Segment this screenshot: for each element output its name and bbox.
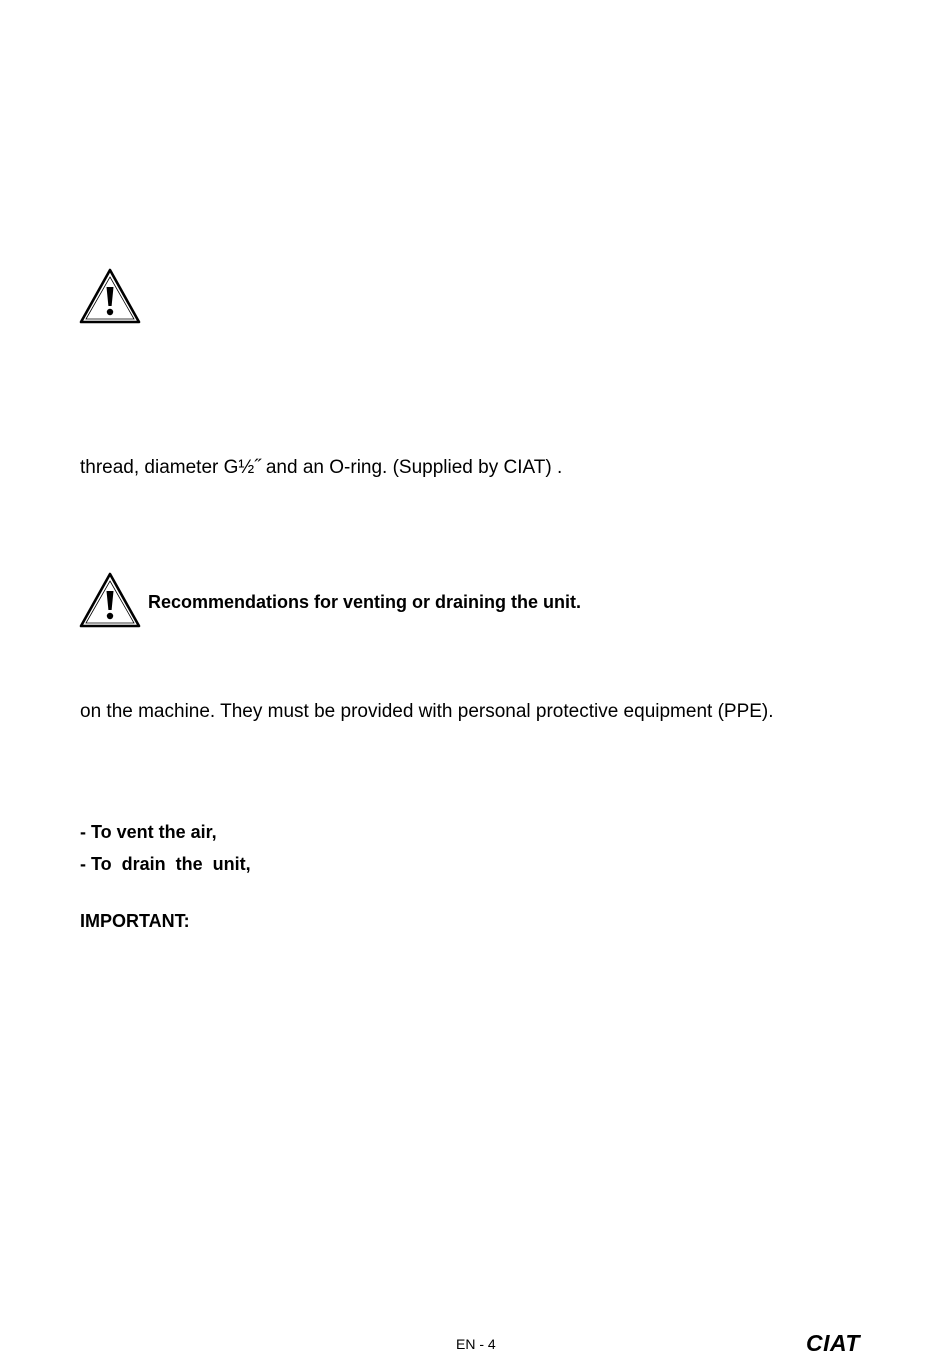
page-number: EN - 4 — [456, 1336, 496, 1352]
warning-triangle-icon — [79, 572, 141, 628]
important-label: IMPORTANT: — [80, 911, 190, 931]
vent-air-item: - To vent the air, — [80, 822, 217, 842]
drain-unit-item: - To drain the unit, — [80, 854, 251, 874]
ppe-line: on the machine. They must be provided with personal protective equipment (PPE). — [80, 701, 774, 722]
thread-description-line: thread, diameter G½˝ and an O-ring. (Supplied by CIAT) . — [80, 457, 563, 478]
ciat-logo: CIAT — [806, 1330, 860, 1356]
recommendations-heading: Recommendations for venting or draining the unit. — [148, 592, 582, 612]
warning-triangle-icon — [79, 268, 141, 324]
